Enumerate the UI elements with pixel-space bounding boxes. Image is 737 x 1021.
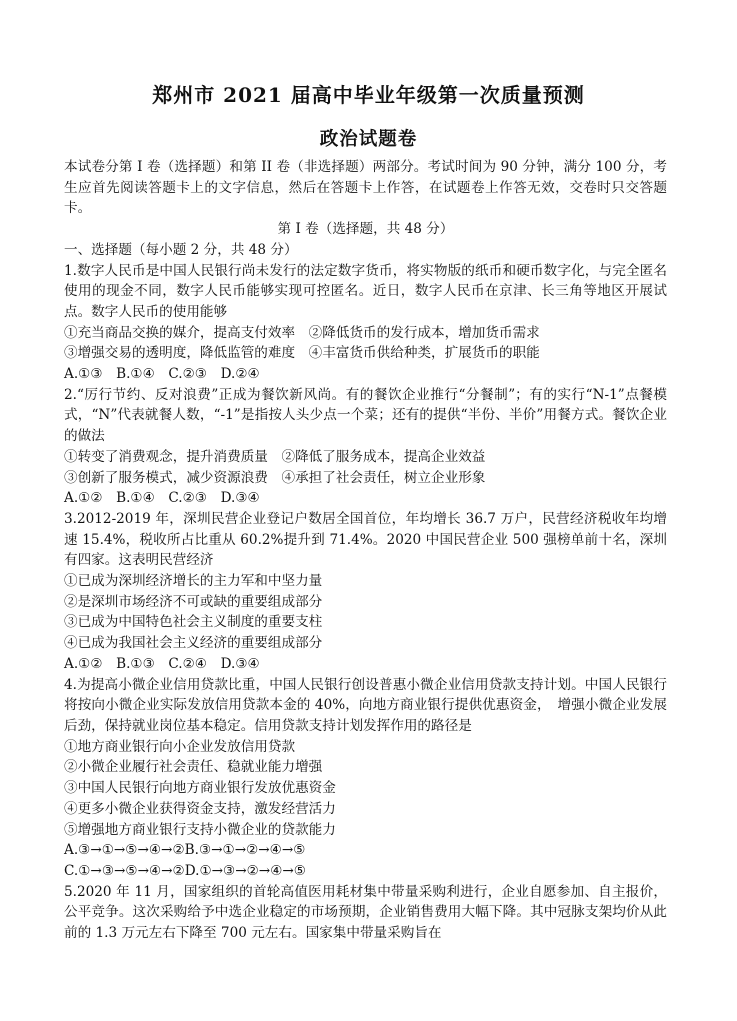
question-1-option-line: ③增强交易的透明度，降低监管的难度 ④丰富货币供给种类，扩展货币的职能 <box>64 345 540 362</box>
exam-title: 郑州市 2021 届高中毕业年级第一次质量预测 <box>152 83 585 107</box>
question-2-option-line: ③创新了服务模式，减少资源浪费 ④承担了社会责任，树立企业形象 <box>64 469 486 486</box>
question-2-option-line: ①转变了消费观念，提升消费质量 ②降低了服务成本，提高企业效益 <box>64 448 486 465</box>
question-1-choices: A.①③ B.①④ C.②③ D.②④ <box>64 366 260 383</box>
part-heading: 一、选择题（每小题 2 分，共 48 分） <box>64 241 298 258</box>
question-4-option: ⑤增强地方商业银行支持小微企业的贷款能力 <box>64 821 336 838</box>
question-4-option: ①地方商业银行向小企业发放信用贷款 <box>64 738 296 755</box>
question-4-choices: C.①→③→⑤→④→②D.①→③→②→④→⑤ <box>64 862 306 879</box>
question-4-stem: 4.为提高小微企业信用贷款比重，中国人民银行创设普惠小微企业信用贷款支持计划。中国人民银行将按向小微企业实际发放信用贷款本金的 40%，向地方商业银行提供优惠资金， 增强小微企业发展后劲，保持就业岗位基本稳定。信用贷款支持计划发挥作用的路径是 <box>64 676 667 734</box>
section-title: 第 I 卷（选择题，共 48 分） <box>277 221 454 238</box>
question-4-option: ③中国人民银行向地方商业银行发放优惠资金 <box>64 780 336 797</box>
question-4-choices: A.③→①→⑤→④→②B.③→①→②→④→⑤ <box>64 842 306 859</box>
exam-subtitle: 政治试题卷 <box>319 129 418 150</box>
question-1-option-line: ①充当商品交换的媒介，提高支付效率 ②降低货币的发行成本，增加货币需求 <box>64 324 540 341</box>
question-2-stem: 2.“厉行节约、反对浪费”正成为餐饮新风尚。有的餐饮企业推行“分餐制”；有的实行“N-1”点餐模式，“N”代表就餐人数，“-1”是指按人头少点一个菜；还有的提供“半份、半价”用餐方式。餐饮企业的做法 <box>64 386 667 445</box>
exam-body <box>64 157 667 944</box>
question-4-option: ④更多小微企业获得资金支持，激发经营活力 <box>64 800 336 817</box>
question-3-choices: A.①② B.①③ C.②④ D.③④ <box>64 655 260 672</box>
question-3-option: ②是深圳市场经济不可或缺的重要组成部分 <box>64 593 323 610</box>
question-3-option: ①已成为深圳经济增长的主力军和中坚力量 <box>64 573 323 590</box>
question-3-option: ④已成为我国社会主义经济的重要组成部分 <box>64 635 323 652</box>
exam-intro: 本试卷分第 I 卷（选择题）和第 II 卷（非选择题）两部分。考试时间为 90 分钟，满分 100 分，考生应首先阅读答题卡上的文字信息，然后在答题卡上作答，在试题卷上作答无效，交卷时只交答题卡。 <box>64 159 667 217</box>
question-2-choices: A.①② B.①④ C.②③ D.③④ <box>64 490 260 507</box>
question-5-stem: 5.2020 年 11 月，国家组织的首轮高值医用耗材集中带量采购利进行，企业自愿参加、自主报价，公平竞争。这次采购给予中选企业稳定的市场预期，企业销售费用大幅下降。其中冠脉支架均价从此前的 1.3 万元左右下降至 700 元左右。国家集中带量采购旨在 <box>64 883 667 942</box>
question-3-option: ③已成为中国特色社会主义制度的重要支柱 <box>64 614 323 631</box>
question-3-stem: 3.2012-2019 年，深圳民营企业登记户数居全国首位，年均增长 36.7 万户，民营经济税收年均增速 15.4%，税收所占比重从 60.2%提升到 71.4%。2020 中国民营企业 500 强榜单前十名，深圳有四家。这表明民营经济 <box>64 510 667 569</box>
question-1-stem: 1.数字人民币是中国人民银行尚未发行的法定数字货币，将实物版的纸币和硬币数字化，与完全匿名使用的现金不同，数字人民币能够实现可控匿名。近日，数字人民币在京津、长三角等地区开展试点。数字人民币的使用能够 <box>64 262 667 320</box>
question-4-option: ②小微企业履行社会责任、稳就业能力增强 <box>64 759 323 776</box>
